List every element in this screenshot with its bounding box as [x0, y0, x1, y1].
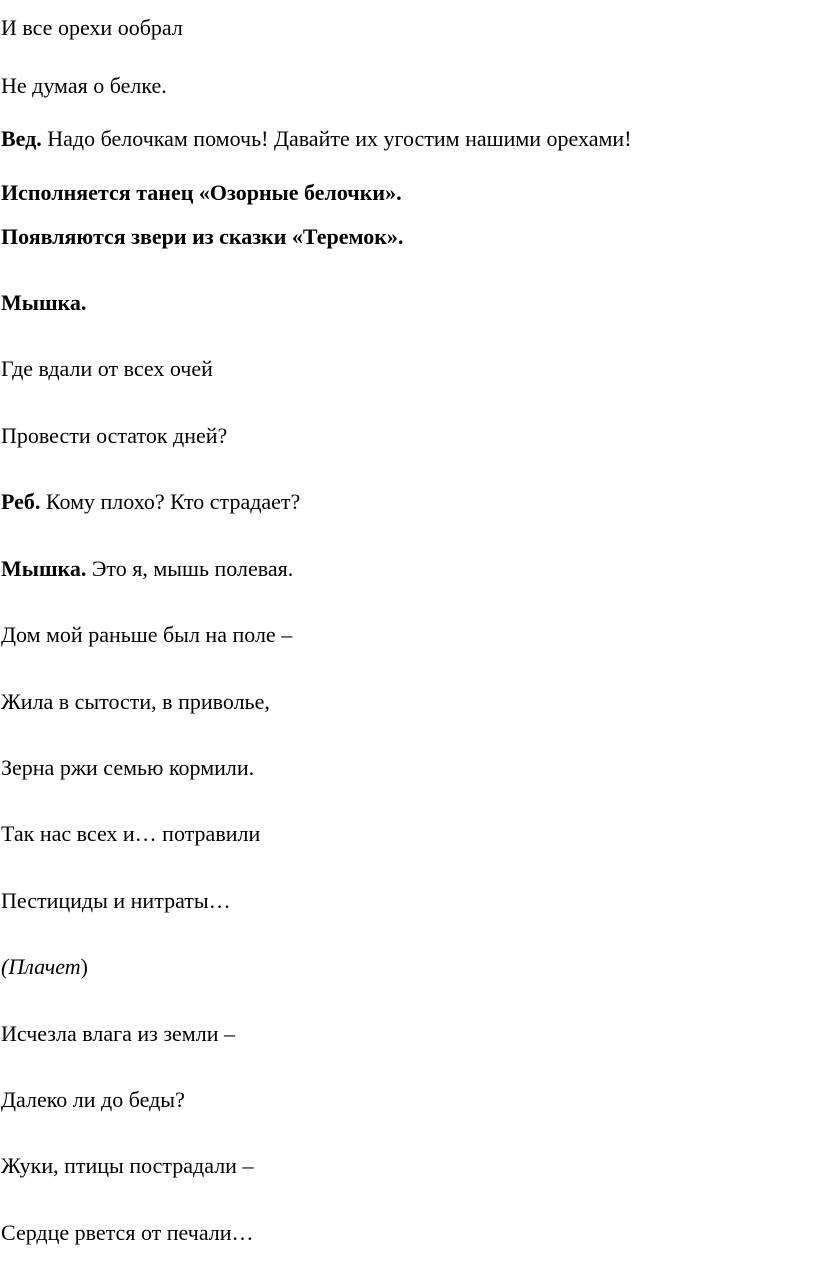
- text-line: [1, 1153, 253, 1179]
- line-text: Исполняется танец «Озорные белочки».: [1, 180, 402, 205]
- line-text: Кому плохо? Кто страдает?: [40, 489, 301, 514]
- line-text: Надо белочкам помочь! Давайте их угостим нашими орехами!: [41, 126, 632, 151]
- dialogue-line: [1, 489, 300, 515]
- dialogue-line: [1, 556, 293, 582]
- italic-direction: (Плачет: [1, 954, 81, 979]
- line-text: Где вдали от всех очей: [1, 356, 213, 381]
- text-line: [1, 356, 213, 382]
- line-text: Не думая о белке.: [1, 73, 167, 98]
- line-text: Это я, мышь полевая.: [86, 556, 294, 581]
- line-text: И все орехи ообрал: [1, 15, 183, 40]
- text-line: [1, 423, 227, 449]
- stage-direction: [1, 224, 403, 250]
- speaker-label: Мышка.: [1, 556, 87, 581]
- text-line: [1, 73, 167, 99]
- stage-direction: [1, 180, 402, 206]
- line-text: Так нас всех и… потравили: [1, 821, 261, 846]
- line-text: Дом мой раньше был на поле –: [1, 622, 293, 647]
- line-text: Мышка.: [1, 290, 87, 315]
- text-line: [1, 888, 231, 914]
- text-line: [1, 15, 183, 41]
- line-text: Появляются звери из сказки «Теремок».: [1, 224, 404, 249]
- line-text: Жила в сытости, в приволье,: [1, 689, 270, 714]
- speaker-label: Вед.: [1, 126, 42, 151]
- speaker-heading: [1, 290, 86, 316]
- text-line: [1, 622, 292, 648]
- stage-direction: [1, 954, 88, 980]
- line-text: Провести остаток дней?: [1, 423, 228, 448]
- line-text: Жуки, птицы пострадали –: [1, 1153, 254, 1178]
- text-line: [1, 821, 260, 847]
- text-line: [1, 1087, 185, 1113]
- text-line: [1, 689, 270, 715]
- line-text: Исчезла влага из земли –: [1, 1021, 235, 1046]
- line-text: Зерна ржи семью кормили.: [1, 755, 255, 780]
- text-line: [1, 1021, 235, 1047]
- line-text: Сердце рвется от печали…: [1, 1220, 254, 1245]
- text-line: [1, 1220, 254, 1246]
- speaker-label: Реб.: [1, 489, 41, 514]
- text-line: [1, 755, 254, 781]
- line-text: Далеко ли до беды?: [1, 1087, 185, 1112]
- line-text: Пестициды и нитраты…: [1, 888, 231, 913]
- dialogue-line: [1, 126, 632, 152]
- line-text: ): [80, 954, 88, 979]
